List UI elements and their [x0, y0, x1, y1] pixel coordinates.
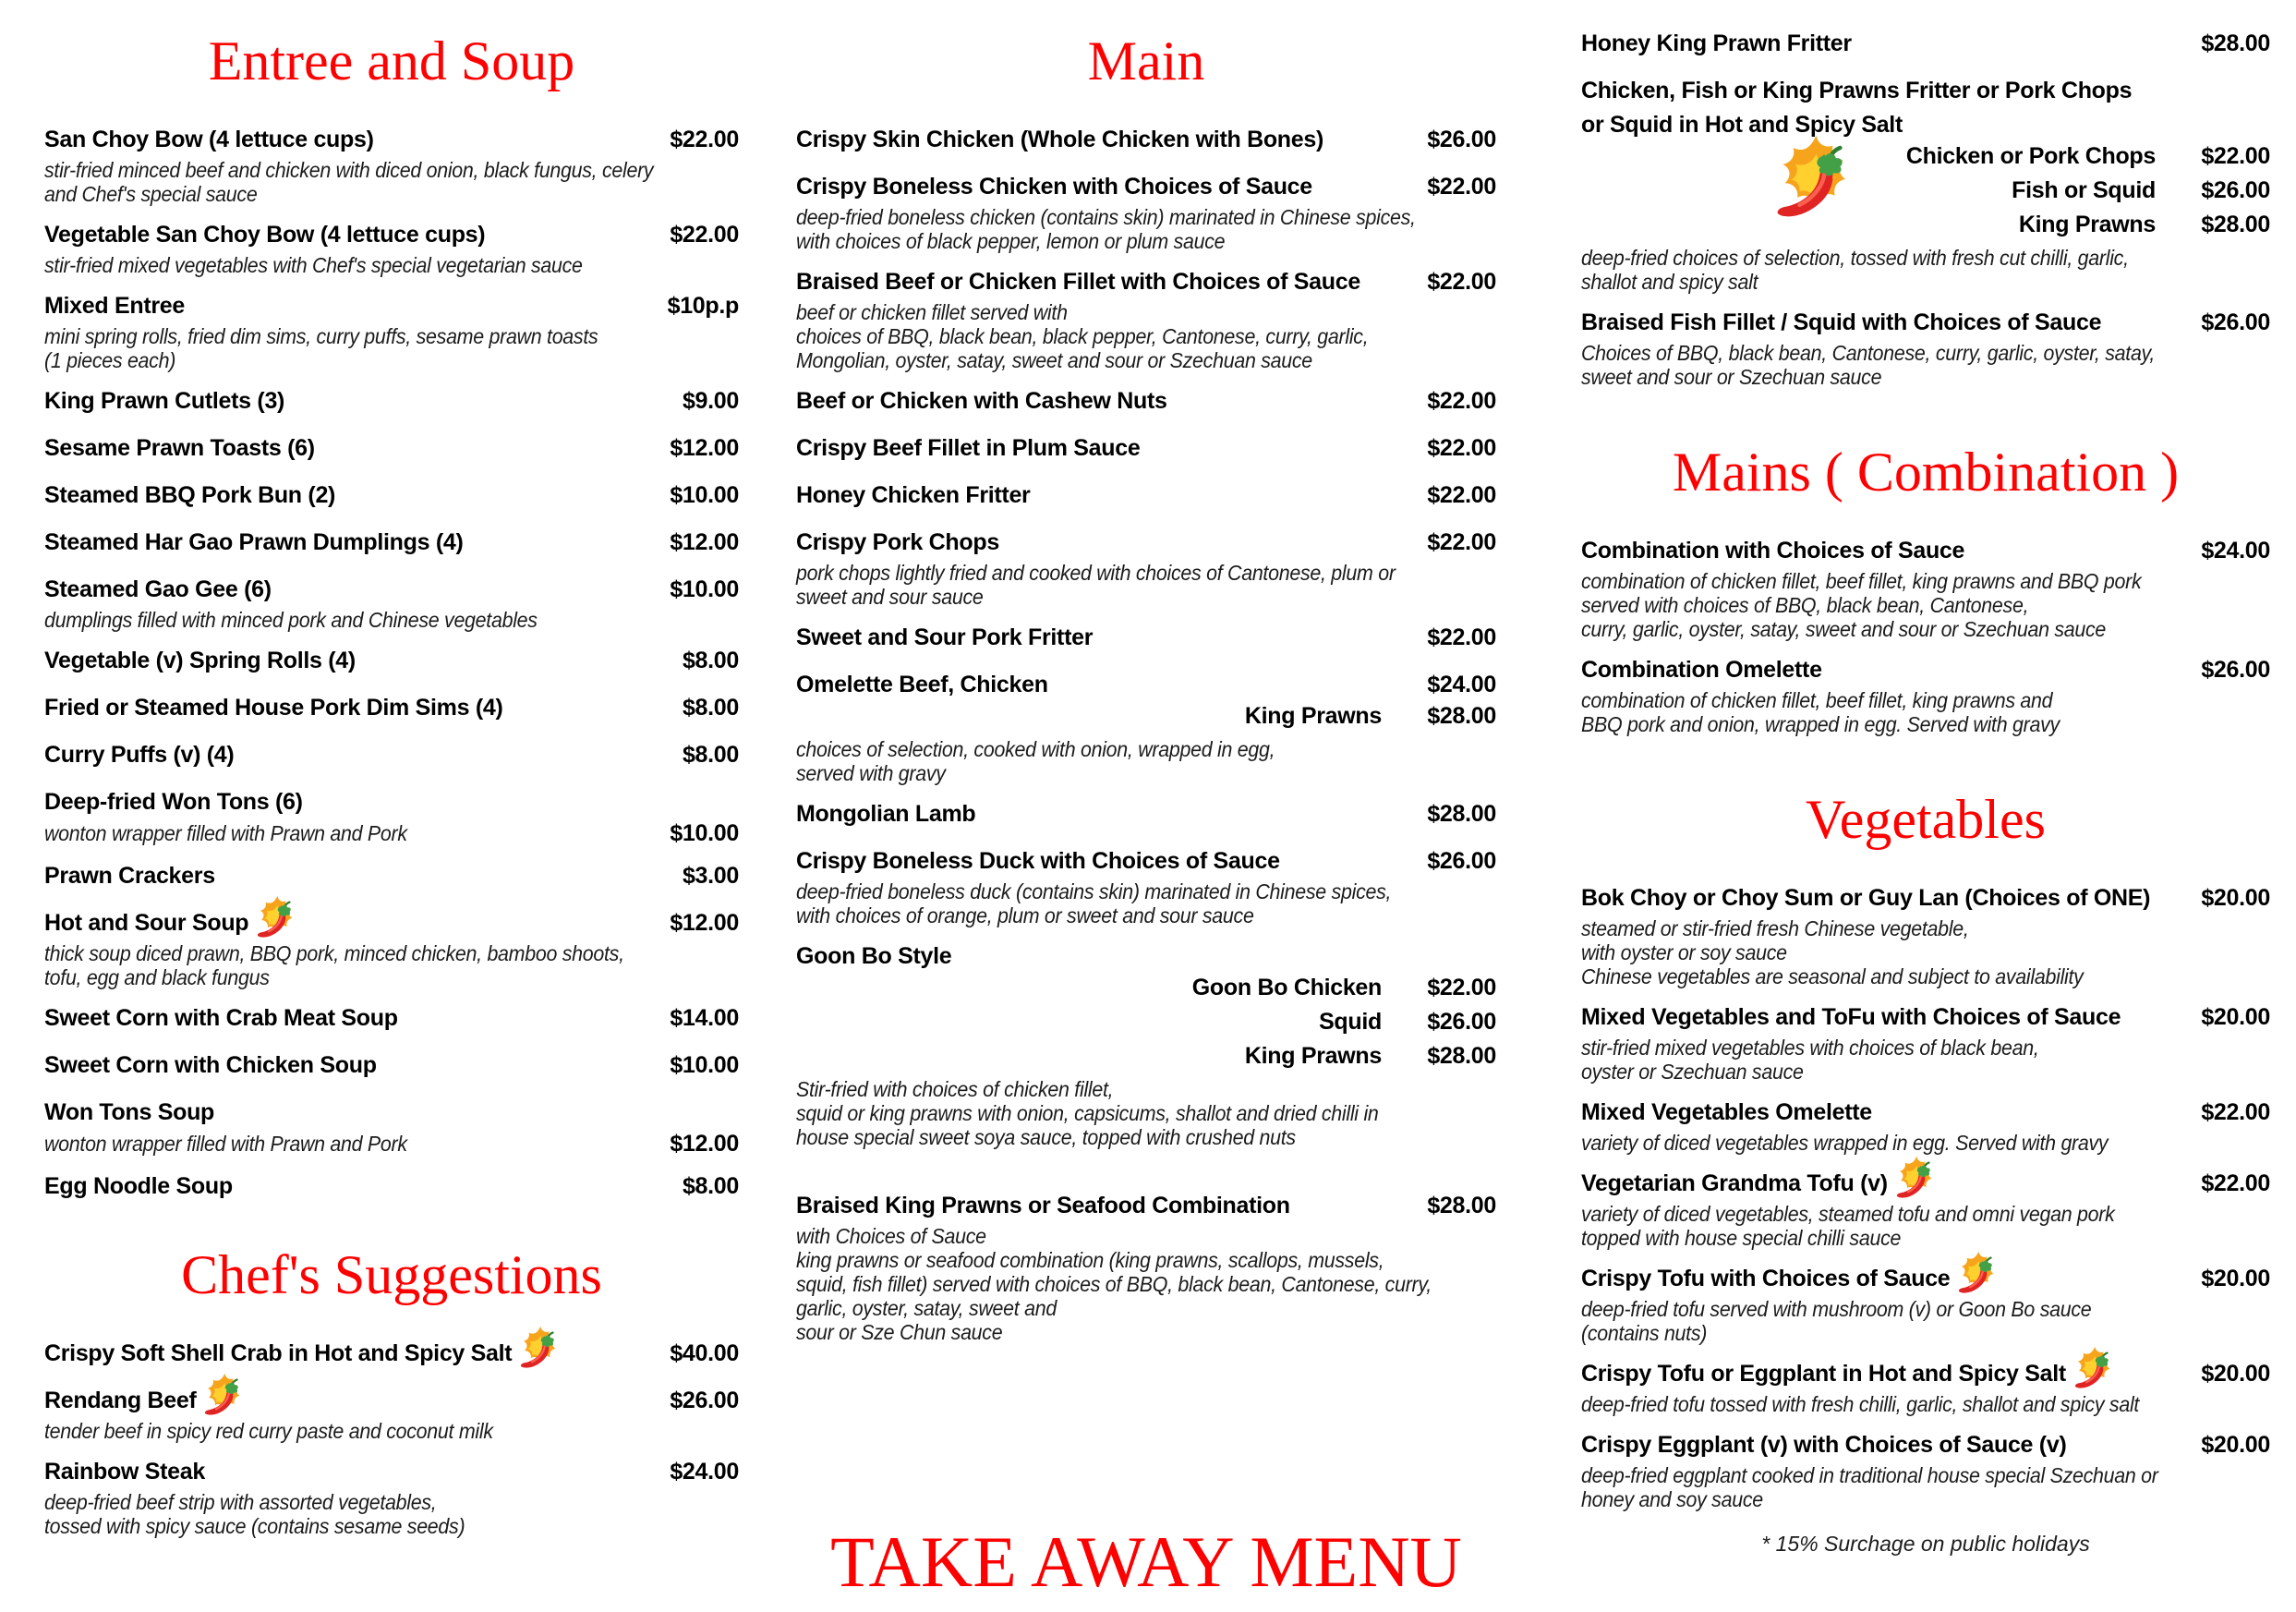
item-name: Mixed Vegetables Omelette [1581, 1099, 1872, 1125]
item-description: combination of chicken fillet, beef fillet, king prawns and [1581, 688, 2053, 712]
item-name: Chicken, Fish or King Prawns Fritter or Pork Chops [1581, 78, 2133, 103]
item-description: house special sweet soya sauce, topped with crushed nuts [796, 1125, 1296, 1149]
item-description: sweet and sour sauce [796, 585, 984, 609]
sub-option-price: $26.00 [1427, 1009, 1496, 1035]
item-description: tofu, egg and black fungus [44, 965, 270, 989]
item-description: Mongolian, oyster, satay, sweet and sour or Szechuan sauce [796, 348, 1312, 372]
sub-option-label: King Prawns [1244, 1043, 1382, 1069]
menu-item [44, 1456, 739, 1538]
item-description: curry, garlic, oyster, satay, sweet and sour or Szechuan sauce [1581, 617, 2107, 641]
chilli-flame-icon [2072, 1346, 2114, 1394]
chilli-flame-icon [1955, 1251, 1998, 1299]
menu-item [796, 432, 1496, 467]
menu-section [1581, 749, 2270, 1524]
menu-item [44, 692, 739, 726]
item-price: $22.00 [1427, 624, 1496, 650]
item-name: Steamed Gao Gee (6) [44, 576, 272, 602]
menu-item [44, 1049, 739, 1084]
item-name: Deep-fried Won Tons (6) [44, 789, 303, 815]
menu-item [796, 940, 1496, 1149]
item-description: Chinese vegetables are seasonal and subject to availability [1581, 964, 2084, 988]
item-name: Vegetable (v) Spring Rolls (4) [44, 648, 356, 673]
section-header: Chef's Suggestions [181, 1244, 602, 1305]
menu-item [44, 1097, 739, 1157]
menu-item [44, 645, 739, 679]
section-header: Main [1087, 30, 1205, 91]
item-name: Crispy Beef Fillet in Plum Sauce [796, 435, 1141, 461]
menu-item [1581, 654, 2270, 736]
item-price: $14.00 [670, 1005, 739, 1031]
item-description: deep-fried tofu served with mushroom (v) or Goon Bo sauce [1581, 1297, 2092, 1321]
item-description: with oyster or soy sauce [1581, 940, 1787, 964]
item-description: oyster or Szechuan sauce [1581, 1060, 1804, 1084]
item-price: $22.00 [2201, 1170, 2270, 1196]
section-header: Entree and Soup [208, 30, 575, 91]
item-description: tossed with spicy sauce (contains sesame seeds) [44, 1514, 465, 1538]
item-name: Sweet Corn with Crab Meat Soup [44, 1005, 398, 1031]
item-name: Steamed Har Gao Prawn Dumplings (4) [44, 529, 464, 555]
item-description: beef or chicken fillet served with [796, 300, 1068, 324]
sub-option-price: $26.00 [2201, 177, 2270, 203]
menu-section [1581, 402, 2270, 749]
item-price: $28.00 [1427, 1193, 1496, 1218]
item-name: Curry Puffs (v) (4) [44, 742, 235, 768]
item-price: $22.00 [2201, 1099, 2270, 1125]
sub-option-price: $22.00 [1427, 975, 1496, 1000]
column-combination-vegetables [1581, 0, 2270, 1612]
menu-item [44, 786, 739, 847]
item-description: choices of BBQ, black bean, black pepper, Cantonese, curry, garlic, [796, 324, 1369, 348]
menu-item [1581, 1097, 2270, 1155]
item-name: Omelette Beef, Chicken [796, 672, 1048, 697]
menu-item [44, 385, 739, 419]
sub-option [796, 1043, 1496, 1077]
menu-item [796, 669, 1496, 785]
item-price: $22.00 [1427, 482, 1496, 508]
item-price: $22.00 [1427, 269, 1496, 295]
menu-section [796, 20, 1496, 1357]
menu-item [44, 432, 739, 467]
menu-item [44, 1338, 739, 1372]
item-name: Combination with Choices of Sauce [1581, 538, 1965, 564]
item-description: stir-fried minced beef and chicken with diced onion, black fungus, celery [44, 158, 654, 182]
column-main [796, 0, 1496, 1612]
menu-item [44, 219, 739, 277]
item-price: $20.00 [2201, 1004, 2270, 1030]
chilli-flame-icon [254, 895, 296, 943]
item-description: (1 pieces each) [44, 348, 176, 372]
item-description: with choices of orange, plum or sweet and sour sauce [796, 903, 1254, 927]
menu-item [44, 1002, 739, 1036]
item-name: Goon Bo Style [796, 943, 952, 969]
item-description: and Chef's special sauce [44, 182, 258, 206]
item-description: Stir-fried with choices of chicken fillet, [796, 1077, 1114, 1101]
menu-item [1581, 75, 2270, 294]
menu-item [44, 479, 739, 514]
item-description: wonton wrapper filled with Prawn and Pork [44, 1132, 407, 1156]
menu-section [44, 1243, 739, 1538]
item-name: Bok Choy or Choy Sum or Guy Lan (Choices of ONE) [1581, 885, 2151, 911]
item-price: $26.00 [2201, 309, 2270, 335]
item-name: Fried or Steamed House Pork Dim Sims (4) [44, 695, 503, 721]
item-price: $22.00 [1427, 435, 1496, 461]
item-name: King Prawn Cutlets (3) [44, 388, 285, 414]
menu-item [44, 290, 739, 372]
menu-item [796, 479, 1496, 514]
menu-section [44, 30, 739, 1205]
item-description: shallot and spicy salt [1581, 270, 1758, 294]
menu-item [44, 1170, 739, 1205]
item-description: BBQ pork and onion, wrapped in egg. Served with gravy [1581, 712, 2060, 736]
item-name: San Choy Bow (4 lettuce cups) [44, 127, 374, 152]
item-name: Crispy Tofu with Choices of Sauce [1581, 1266, 1951, 1291]
item-price: $22.00 [1427, 174, 1496, 200]
menu-item [1581, 1263, 2270, 1345]
item-description: deep-fried choices of selection, tossed with fresh cut chilli, garlic, [1581, 246, 2129, 270]
item-description: (contains nuts) [1581, 1321, 1708, 1345]
menu-item [796, 266, 1496, 372]
chilli-flame-icon [517, 1326, 560, 1374]
item-price: $24.00 [1427, 672, 1496, 697]
item-description: garlic, oyster, satay, sweet and [796, 1296, 1057, 1320]
item-price: $8.00 [682, 648, 739, 673]
item-price: $24.00 [2201, 538, 2270, 564]
item-price: $8.00 [682, 1173, 739, 1199]
item-price: $10.00 [670, 1052, 739, 1078]
menu-item [796, 527, 1496, 609]
item-name: Crispy Boneless Duck with Choices of Sauce [796, 848, 1280, 874]
item-description: choices of selection, cooked with onion, wrapped in egg, [796, 737, 1275, 761]
item-description: squid, fish fillet) served with choices of BBQ, black bean, Cantonese, curry, [796, 1272, 1432, 1296]
item-price: $22.00 [1427, 388, 1496, 414]
item-price: $40.00 [670, 1340, 739, 1366]
sub-option [1581, 212, 2270, 246]
sub-option [1581, 177, 2270, 212]
menu-item [1581, 1358, 2270, 1416]
item-price: $20.00 [2201, 885, 2270, 911]
item-name: Steamed BBQ Pork Bun (2) [44, 482, 336, 508]
item-price: $22.00 [670, 127, 739, 152]
item-description: dumplings filled with minced pork and Chinese vegetables [44, 608, 538, 632]
item-name: Crispy Boneless Chicken with Choices of Sauce [796, 174, 1312, 200]
sub-option-price: $28.00 [1427, 1043, 1496, 1069]
sub-option-price: $28.00 [2201, 212, 2270, 237]
item-name: Braised Beef or Chicken Fillet with Choices of Sauce [796, 269, 1360, 295]
item-price: $28.00 [2201, 30, 2270, 56]
item-name: Honey Chicken Fritter [796, 482, 1031, 508]
item-price: $10.00 [670, 820, 739, 846]
item-price: $26.00 [2201, 657, 2270, 683]
sub-option [796, 975, 1496, 1009]
item-name: Braised Fish Fillet / Squid with Choices of Sauce [1581, 309, 2102, 335]
menu-item [44, 574, 739, 632]
item-price: $22.00 [670, 222, 739, 248]
item-price: $3.00 [682, 863, 739, 889]
item-price: $10.00 [670, 576, 739, 602]
menu-item [1581, 882, 2270, 988]
item-price: $8.00 [682, 695, 739, 721]
item-description: sour or Sze Chun sauce [796, 1320, 1003, 1344]
sub-option-label: Goon Bo Chicken [1191, 975, 1382, 1000]
item-price: $10p.p [667, 293, 739, 319]
item-name: Vegetarian Grandma Tofu (v) [1581, 1170, 1888, 1196]
item-price: $10.00 [670, 482, 739, 508]
surcharge-footnote: * 15% Surchage on public holidays [1761, 1532, 2090, 1556]
sub-option-price: $22.00 [2201, 143, 2270, 169]
item-description: mini spring rolls, fried dim sims, curry puffs, sesame prawn toasts [44, 324, 598, 348]
menu-item [796, 385, 1496, 419]
item-description: deep-fried beef strip with assorted vegetables, [44, 1490, 437, 1514]
item-description: deep-fried tofu tossed with fresh chilli, garlic, shallot and spicy salt [1581, 1392, 2140, 1416]
menu-item [44, 739, 739, 773]
item-price: $12.00 [670, 435, 739, 461]
item-name: Braised King Prawns or Seafood Combination [796, 1193, 1290, 1218]
menu-item [796, 124, 1496, 158]
item-description: wonton wrapper filled with Prawn and Pork [44, 821, 407, 845]
item-description: served with choices of BBQ, black bean, Cantonese, [1581, 593, 2029, 617]
menu-item [796, 622, 1496, 656]
item-price: $12.00 [670, 529, 739, 555]
item-name: Honey King Prawn Fritter [1581, 30, 1852, 56]
sub-option-label: Fish or Squid [2012, 177, 2156, 203]
item-name: Crispy Tofu or Eggplant in Hot and Spicy Salt [1581, 1361, 2066, 1387]
item-name: Rainbow Steak [44, 1459, 205, 1485]
item-name: Crispy Eggplant (v) with Choices of Sauce (v) [1581, 1432, 2067, 1458]
menu-item [1581, 307, 2270, 389]
item-description: king prawns or seafood combination (king prawns, scallops, mussels, [796, 1248, 1384, 1272]
item-price: $12.00 [670, 1131, 739, 1157]
item-description: deep-fried boneless chicken (contains skin) marinated in Chinese spices, [796, 205, 1416, 229]
sub-option-label: Chicken or Pork Chops [1905, 143, 2156, 169]
menu-item [44, 860, 739, 894]
menu-item [796, 171, 1496, 253]
item-description: steamed or stir-fried fresh Chinese vegetable, [1581, 916, 1969, 940]
item-description: thick soup diced prawn, BBQ pork, minced chicken, bamboo shoots, [44, 941, 624, 965]
item-name: Prawn Crackers [44, 863, 215, 889]
item-description: tender beef in spicy red curry paste and coconut milk [44, 1419, 493, 1443]
menu-item [1581, 1001, 2270, 1084]
item-price: $20.00 [2201, 1266, 2270, 1291]
menu-item [796, 798, 1496, 832]
sub-option-label: King Prawns [1244, 703, 1382, 729]
sub-option [1581, 143, 2270, 177]
item-price: $20.00 [2201, 1432, 2270, 1458]
item-name: Won Tons Soup [44, 1099, 215, 1125]
item-description: deep-fried boneless duck (contains skin) marinated in Chinese spices, [796, 879, 1392, 903]
item-description: variety of diced vegetables, steamed tofu and omni vegan pork [1581, 1202, 2115, 1226]
item-name: Mongolian Lamb [796, 801, 976, 827]
item-name: Mixed Entree [44, 293, 186, 319]
menu-item [44, 907, 739, 989]
item-description: pork chops lightly fried and cooked with choices of Cantonese, plum or [796, 561, 1396, 585]
section-header: Mains ( Combination ) [1672, 442, 2180, 503]
item-name: Mixed Vegetables and ToFu with Choices of Sauce [1581, 1004, 2121, 1030]
sub-option-label: Squid [1319, 1009, 1382, 1035]
item-description: Choices of BBQ, black bean, Cantonese, curry, garlic, oyster, satay, [1581, 341, 2156, 365]
item-name: Sweet Corn with Chicken Soup [44, 1052, 377, 1078]
item-price: $20.00 [2201, 1361, 2270, 1387]
item-price: $26.00 [1427, 127, 1496, 152]
item-description: variety of diced vegetables wrapped in egg. Served with gravy [1581, 1131, 2109, 1155]
item-description: with Choices of Sauce [796, 1224, 986, 1248]
sub-option [796, 703, 1496, 737]
item-name-line2: or Squid in Hot and Spicy Salt [1581, 112, 1903, 138]
menu-section [1581, 28, 2270, 402]
menu-item [1581, 535, 2270, 641]
menu-item [1581, 1168, 2270, 1250]
item-price: $8.00 [682, 742, 739, 768]
column-entree-soup [44, 0, 739, 1612]
item-description: with choices of black pepper, lemon or plum sauce [796, 229, 1226, 253]
chilli-flame-icon [1893, 1156, 1936, 1204]
item-price: $28.00 [1427, 801, 1496, 827]
item-name: Hot and Sour Soup [44, 910, 249, 936]
item-name: Beef or Chicken with Cashew Nuts [796, 388, 1167, 414]
item-description: stir-fried mixed vegetables with choices of black bean, [1581, 1036, 2039, 1060]
item-price: $9.00 [682, 388, 739, 414]
item-name: Rendang Beef [44, 1388, 197, 1413]
item-name: Crispy Pork Chops [796, 529, 999, 555]
item-description: squid or king prawns with onion, capsicums, shallot and dried chilli in [796, 1101, 1379, 1125]
chilli-flame-icon [201, 1373, 244, 1421]
item-name: Egg Noodle Soup [44, 1173, 233, 1199]
item-description: stir-fried mixed vegetables with Chef's special vegetarian sauce [44, 253, 583, 277]
item-description: sweet and sour or Szechuan sauce [1581, 365, 1882, 389]
item-name: Vegetable San Choy Bow (4 lettuce cups) [44, 222, 486, 248]
menu-item [44, 1385, 739, 1443]
menu-item [44, 124, 739, 206]
item-name: Crispy Skin Chicken (Whole Chicken with Bones) [796, 127, 1324, 152]
take-away-menu-title: TAKE AWAY MENU [830, 1521, 1462, 1602]
item-description: served with gravy [796, 761, 946, 785]
item-price: $22.00 [1427, 529, 1496, 555]
item-name: Crispy Soft Shell Crab in Hot and Spicy Salt [44, 1340, 513, 1366]
item-name: Sesame Prawn Toasts (6) [44, 435, 315, 461]
menu-item [796, 1190, 1496, 1344]
sub-option-label: King Prawns [2018, 212, 2156, 237]
item-description: topped with house special chilli sauce [1581, 1226, 1902, 1250]
item-name: Combination Omelette [1581, 657, 1822, 683]
item-name: Sweet and Sour Pork Fritter [796, 624, 1094, 650]
sub-option-price: $28.00 [1427, 703, 1496, 729]
section-header: Vegetables [1806, 789, 2046, 850]
item-price: $24.00 [670, 1459, 739, 1485]
sub-option [796, 1009, 1496, 1043]
menu-item [1581, 28, 2270, 62]
item-description: honey and soy sauce [1581, 1487, 1763, 1511]
item-price: $26.00 [670, 1388, 739, 1413]
item-description: deep-fried eggplant cooked in traditional house special Szechuan or [1581, 1463, 2158, 1487]
chilli-flame-icon [1770, 134, 1854, 228]
item-price: $12.00 [670, 910, 739, 936]
item-description: combination of chicken fillet, beef fillet, king prawns and BBQ pork [1581, 569, 2142, 593]
item-price: $26.00 [1427, 848, 1496, 874]
menu-item [796, 845, 1496, 927]
menu-item [44, 527, 739, 561]
menu-item [1581, 1429, 2270, 1511]
